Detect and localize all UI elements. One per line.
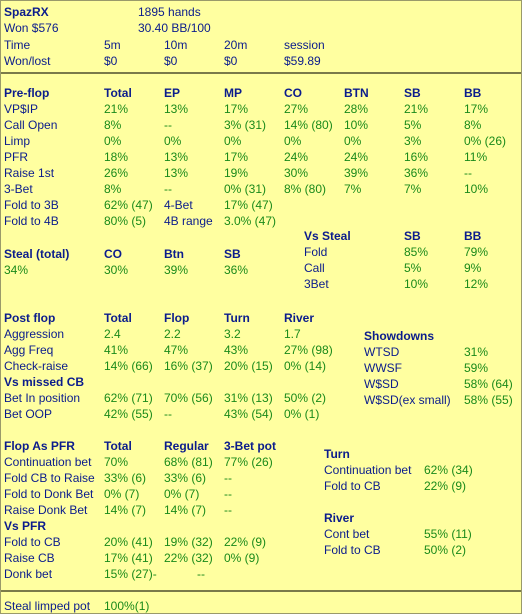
stat-label-vs-pfr-fold-to-cb: Fold to CB [4, 535, 61, 549]
stat-value: -- [164, 407, 172, 421]
stat-value: 24% [344, 150, 369, 164]
stat-label-4b-range: 4B range [164, 214, 213, 228]
steal-col-sb: SB [224, 247, 241, 261]
stat-value: 10% [404, 277, 429, 291]
stat-value: -- [164, 182, 172, 196]
stat-value: 36% [224, 263, 249, 277]
stat-value: 2.2 [164, 327, 181, 341]
stat-value: 10% [464, 182, 489, 196]
stat-value: 50% (2) [424, 543, 467, 557]
stat-value: 70% [104, 455, 129, 469]
time-10m: 10m [164, 38, 188, 52]
stat-value: -- [197, 567, 205, 581]
showdowns-title: Showdowns [364, 329, 434, 343]
stat-label-wsd: W$SD [364, 377, 399, 391]
stat-value: 19% [224, 166, 249, 180]
stat-value: 0% [344, 134, 362, 148]
stat-value: 0% (7) [104, 487, 140, 501]
stat-label-fold-cb-to-raise: Fold CB to Raise [4, 471, 95, 485]
stat-label-agg-freq: Agg Freq [4, 343, 54, 357]
stat-label-wtsd: WTSD [364, 345, 400, 359]
stat-value: 16% [404, 150, 429, 164]
stat-value: 39% [344, 166, 369, 180]
stat-value: 8% [464, 118, 482, 132]
preflop-col-sb: SB [404, 86, 421, 100]
turn-title: Turn [324, 447, 350, 461]
stat-value: 43% (54) [224, 407, 273, 421]
stat-label-fold-to-4b: Fold to 4B [4, 214, 59, 228]
stat-value: 15% (27)- [104, 567, 157, 581]
stat-value: 14% (80) [284, 118, 333, 132]
stat-value: 80% (5) [104, 214, 147, 228]
stat-value: 17% [224, 150, 249, 164]
stat-value: 0% [284, 134, 302, 148]
stat-value: 5% [404, 261, 422, 275]
stat-value: 19% (32) [164, 535, 213, 549]
flop-as-pfr-col-3bet-pot: 3-Bet pot [224, 439, 276, 453]
stat-value: 27% [284, 102, 309, 116]
stat-value: 17% [464, 102, 489, 116]
stat-value: 31% (13) [224, 391, 273, 405]
stat-value: 14% (7) [164, 503, 207, 517]
stat-label-aggression: Aggression [4, 327, 65, 341]
stat-label-river-fold-to-cb: Fold to CB [324, 543, 381, 557]
stat-value: 9% [464, 261, 482, 275]
steal-col-co: CO [104, 247, 122, 261]
flop-as-pfr-title: Flop As PFR [4, 439, 75, 453]
stat-value: 50% (2) [284, 391, 327, 405]
stat-value: 43% [224, 343, 249, 357]
stat-value: 36% [404, 166, 429, 180]
stat-value: 0% (7) [164, 487, 200, 501]
stat-label-3bet: 3-Bet [4, 182, 33, 196]
stat-value: 22% (9) [224, 535, 267, 549]
stat-value: -- [464, 166, 472, 180]
stat-value: 62% (71) [104, 391, 153, 405]
stat-value: 58% (64) [464, 377, 513, 391]
stat-value: 62% (47) [104, 198, 153, 212]
vs-steal-col-sb: SB [404, 229, 421, 243]
stat-value: 28% [344, 102, 369, 116]
stat-value: 24% [284, 150, 309, 164]
stat-label-4bet: 4-Bet [164, 198, 193, 212]
stat-value: 34% [4, 263, 29, 277]
stat-value: 21% [104, 102, 129, 116]
stat-value: 20% (41) [104, 535, 153, 549]
stat-value: 39% [164, 263, 189, 277]
stat-value: 22% (32) [164, 551, 213, 565]
stat-value: 59% [464, 361, 489, 375]
stat-label-donk-bet: Donk bet [4, 567, 53, 581]
postflop-col-flop: Flop [164, 311, 190, 325]
stat-label-vs-steal-fold: Fold [304, 245, 328, 259]
stat-value: 14% (66) [104, 359, 153, 373]
stat-value: 17% [224, 102, 249, 116]
stat-label-vs-steal-call: Call [304, 261, 325, 275]
wonlost-session: $59.89 [284, 54, 321, 68]
stat-value: 0% (31) [224, 182, 267, 196]
stat-value: 42% (55) [104, 407, 153, 421]
stat-value: -- [224, 503, 232, 517]
stat-value: 22% (9) [424, 479, 467, 493]
hands-count: 1895 hands [138, 5, 201, 19]
stat-value: 33% (6) [104, 471, 147, 485]
stat-value: 14% (7) [104, 503, 147, 517]
stat-value: 10% [344, 118, 369, 132]
stat-label-pfr: PFR [4, 150, 28, 164]
stat-label-call-open: Call Open [4, 118, 58, 132]
bb-rate: 30.40 BB/100 [138, 21, 211, 35]
stat-value: 62% (34) [424, 463, 473, 477]
stat-value: 3% [404, 134, 422, 148]
stat-value: 8% [104, 118, 122, 132]
stat-value: -- [224, 487, 232, 501]
vs-missed-cb-title: Vs missed CB [4, 375, 85, 389]
postflop-col-turn: Turn [224, 311, 250, 325]
stat-value: 0% (9) [224, 551, 260, 565]
stat-value: 5% [404, 118, 422, 132]
vs-steal-col-bb: BB [464, 229, 482, 243]
stat-label-fold-to-3b: Fold to 3B [4, 198, 59, 212]
stat-value: 0% [104, 134, 122, 148]
stat-label-continuation-bet: Continuation bet [4, 455, 92, 469]
stat-label-river-cont-bet: Cont bet [324, 527, 370, 541]
river-title: River [324, 511, 355, 525]
stat-value: 0% (1) [284, 407, 320, 421]
wonlost-10m: $0 [164, 54, 178, 68]
stat-label-fold-to-donk-bet: Fold to Donk Bet [4, 487, 94, 501]
stat-value: 77% (26) [224, 455, 273, 469]
stat-value: 0% (26) [464, 134, 507, 148]
wonlost-label: Won/lost [4, 54, 51, 68]
stat-value: 21% [404, 102, 429, 116]
stat-value: 100%(1) [104, 599, 150, 613]
stat-value: 26% [104, 166, 129, 180]
stat-value: 20% (15) [224, 359, 273, 373]
stat-value: 8% [104, 182, 122, 196]
stat-value: 2.4 [104, 327, 121, 341]
stat-value: -- [164, 118, 172, 132]
stat-label-raise-donk-bet: Raise Donk Bet [4, 503, 88, 517]
stat-label-wwsf: WWSF [364, 361, 402, 375]
player-name: SpazRX [4, 5, 49, 19]
wonlost-5m: $0 [104, 54, 118, 68]
preflop-col-ep: EP [164, 86, 181, 100]
stat-label-check-raise: Check-raise [4, 359, 69, 373]
flop-as-pfr-col-total: Total [104, 439, 132, 453]
stat-label-vs-steal-3bet: 3Bet [304, 277, 329, 291]
stat-value: 55% (11) [424, 527, 472, 541]
stat-value: 0% (14) [284, 359, 327, 373]
stat-value: 30% [104, 263, 129, 277]
stat-label-vpip: VP$IP [4, 102, 39, 116]
stat-value: 0% [224, 134, 242, 148]
stat-value: 68% (81) [164, 455, 213, 469]
stat-value: 3% (31) [224, 118, 267, 132]
stat-label-bet-in-position: Bet In position [4, 391, 81, 405]
stat-value: 79% [464, 245, 489, 259]
stat-value: 70% (56) [164, 391, 213, 405]
stat-label-limp: Limp [4, 134, 31, 148]
preflop-title: Pre-flop [4, 86, 50, 100]
won-amount: Won $576 [4, 21, 59, 35]
stat-value: 7% [344, 182, 362, 196]
preflop-col-bb: BB [464, 86, 482, 100]
preflop-col-btn: BTN [344, 86, 369, 100]
vs-steal-title: Vs Steal [304, 229, 351, 243]
stat-value: 7% [404, 182, 422, 196]
flop-as-pfr-col-regular: Regular [164, 439, 209, 453]
stat-value: 11% [464, 150, 488, 164]
stat-value: 18% [104, 150, 129, 164]
stat-label-vs-pfr-raise-cb: Raise CB [4, 551, 55, 565]
preflop-col-co: CO [284, 86, 302, 100]
stat-value: 16% (37) [164, 359, 213, 373]
time-5m: 5m [104, 38, 121, 52]
stat-value: -- [224, 471, 232, 485]
stat-value: 85% [404, 245, 429, 259]
stat-value: 47% [164, 343, 189, 357]
stat-label-wsd-ex-small: W$SD(ex small) [364, 393, 451, 407]
stat-label-turn-fold-to-cb: Fold to CB [324, 479, 381, 493]
stat-value: 41% [104, 343, 129, 357]
stat-value: 30% [284, 166, 309, 180]
stat-value: 31% [464, 345, 489, 359]
stat-value: 17% (41) [104, 551, 153, 565]
stat-value: 13% [164, 150, 189, 164]
stat-value: 3.2 [224, 327, 241, 341]
stat-value: 12% [464, 277, 489, 291]
preflop-col-total: Total [104, 86, 132, 100]
preflop-col-mp: MP [224, 86, 242, 100]
divider [1, 72, 521, 74]
stat-label-turn-continuation-bet: Continuation bet [324, 463, 412, 477]
steal-title: Steal (total) [4, 247, 70, 261]
stat-value: 27% (98) [284, 343, 333, 357]
postflop-col-total: Total [104, 311, 132, 325]
stat-value: 1.7 [284, 327, 301, 341]
time-session: session [284, 38, 325, 52]
stat-label-bet-oop: Bet OOP [4, 407, 53, 421]
wonlost-20m: $0 [224, 54, 238, 68]
divider [1, 590, 521, 592]
stat-value: 8% (80) [284, 182, 327, 196]
stat-value: 3.0% (47) [224, 214, 277, 228]
stat-value: 33% (6) [164, 471, 207, 485]
vs-pfr-title: Vs PFR [4, 519, 47, 533]
postflop-title: Post flop [4, 311, 56, 325]
stat-value: 13% [164, 102, 189, 116]
stat-value: 13% [164, 166, 189, 180]
stat-value: 17% (47) [224, 198, 273, 212]
stat-value: 58% (55) [464, 393, 513, 407]
postflop-col-river: River [284, 311, 315, 325]
time-label: Time [4, 38, 31, 52]
stat-label-steal-limped-pot: Steal limped pot [4, 599, 91, 613]
stat-label-raise-first: Raise 1st [4, 166, 55, 180]
steal-col-btn: Btn [164, 247, 184, 261]
stat-value: 0% [164, 134, 182, 148]
time-20m: 20m [224, 38, 248, 52]
